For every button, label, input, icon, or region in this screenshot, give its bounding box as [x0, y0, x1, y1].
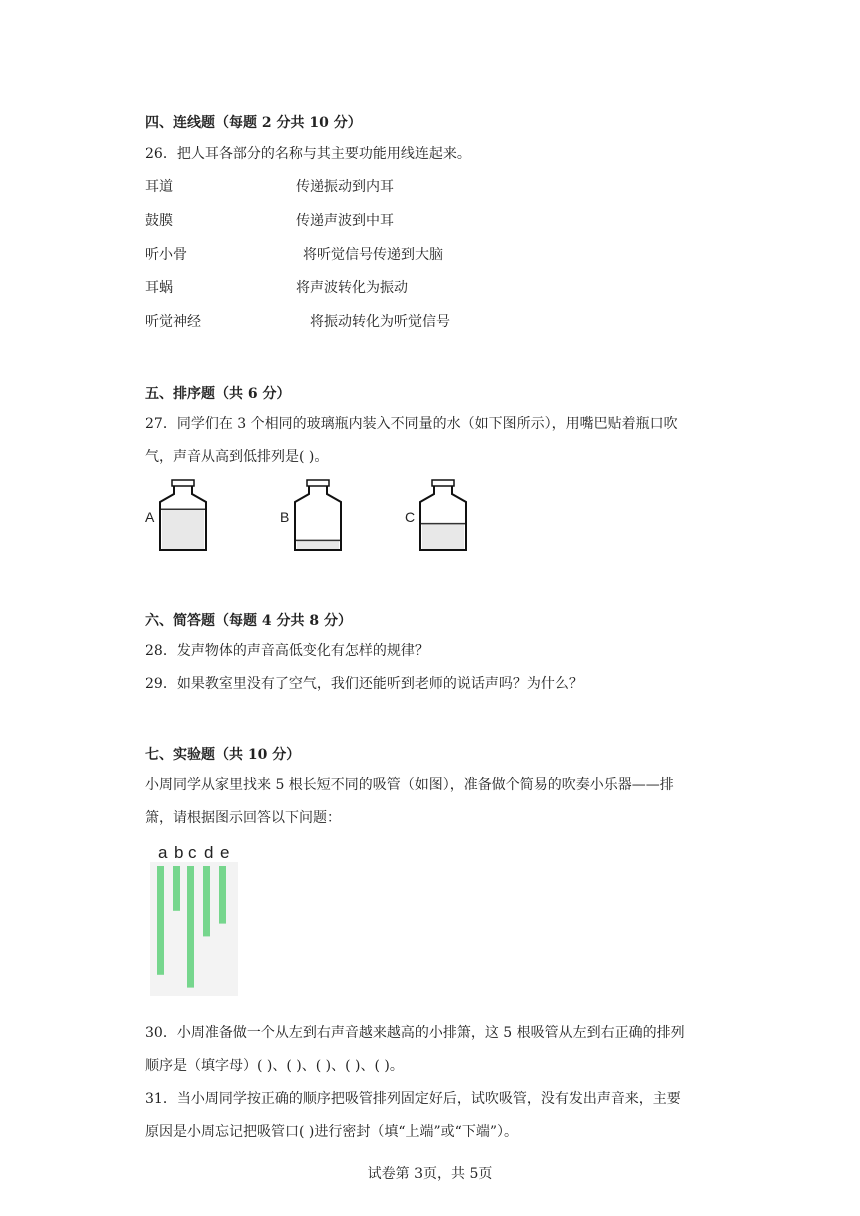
question-31-line1: 31．当小周同学按正确的顺序把吸管排列固定好后，试吹吸管，没有发出声音来，主要	[145, 1091, 681, 1107]
section-6-heading: 六、简答题（每题 4 分共 8 分）	[145, 613, 352, 629]
question-26: 26．把人耳各部分的名称与其主要功能用线连起来。	[145, 146, 471, 162]
straw-a	[157, 866, 164, 975]
question-27-line1: 27．同学们在 3 个相同的玻璃瓶内装入不同量的水（如下图所示），用嘴巴贴着瓶口吹	[145, 416, 678, 432]
bottle-cap	[307, 480, 329, 486]
section-7-heading: 七、实验题（共 10 分）	[145, 747, 301, 763]
question-28: 28．发声物体的声音高低变化有怎样的规律？	[145, 643, 429, 659]
straw-label-e: e	[220, 843, 230, 862]
experiment-intro-line1: 小周同学从家里找来 5 根长短不同的吸管（如图），准备做个简易的吹奏小乐器——排	[145, 777, 674, 793]
straw-label-b: b	[174, 843, 184, 862]
bottle-water	[422, 524, 464, 549]
straws-figure	[145, 842, 240, 998]
bottle-cap	[172, 480, 194, 486]
straw-label-d: d	[204, 843, 214, 862]
bottle-b	[280, 480, 341, 550]
bottle-c	[405, 480, 466, 550]
match-right-item: 将听觉信号传递到大脑	[303, 247, 443, 263]
bottle-water	[297, 540, 339, 549]
straw-c	[187, 866, 194, 988]
match-right-item: 传递声波到中耳	[296, 213, 394, 229]
match-left-item: 耳蜗	[145, 280, 173, 296]
question-30-line1: 30．小周准备做一个从左到右声音越来越高的小排箫，这 5 根吸管从左到右正确的排列	[145, 1025, 685, 1041]
bottle-cap	[432, 480, 454, 486]
straw-label-a: a	[158, 843, 168, 862]
bottle-label: C	[405, 509, 416, 525]
question-29: 29．如果教室里没有了空气，我们还能听到老师的说话声吗？为什么？	[145, 676, 583, 692]
straw-e	[219, 866, 226, 924]
bottle-water	[162, 509, 204, 549]
experiment-intro-line2: 箫，请根据图示回答以下问题：	[145, 810, 341, 826]
match-left-item: 鼓膜	[145, 213, 173, 229]
straw-d	[203, 866, 210, 936]
match-left-item: 听小骨	[145, 247, 187, 263]
question-30-line2: 顺序是（填字母）( )、( )、( )、( )、( )。	[145, 1058, 404, 1074]
match-right-item: 传递振动到内耳	[296, 179, 394, 195]
match-right-item: 将声波转化为振动	[296, 280, 408, 296]
straw-label-c: c	[188, 843, 197, 862]
match-left-item: 听觉神经	[145, 314, 201, 330]
match-right-item: 将振动转化为听觉信号	[310, 314, 450, 330]
bottle-a	[145, 480, 206, 550]
bottles-figure	[140, 476, 480, 560]
page-footer: 试卷第 3页，共 5页	[367, 1166, 493, 1182]
section-5-heading: 五、排序题（共 6 分）	[145, 386, 291, 402]
bottle-label: B	[280, 509, 290, 525]
straw-b	[173, 866, 180, 911]
question-27-line2: 气，声音从高到低排列是( )。	[145, 449, 329, 465]
match-left-item: 耳道	[145, 179, 173, 195]
bottle-label: A	[145, 509, 155, 525]
question-31-line2: 原因是小周忘记把吸管口( )进行密封（填“上端”或“下端”）。	[145, 1124, 519, 1140]
section-4-heading: 四、连线题（每题 2 分共 10 分）	[145, 115, 362, 131]
